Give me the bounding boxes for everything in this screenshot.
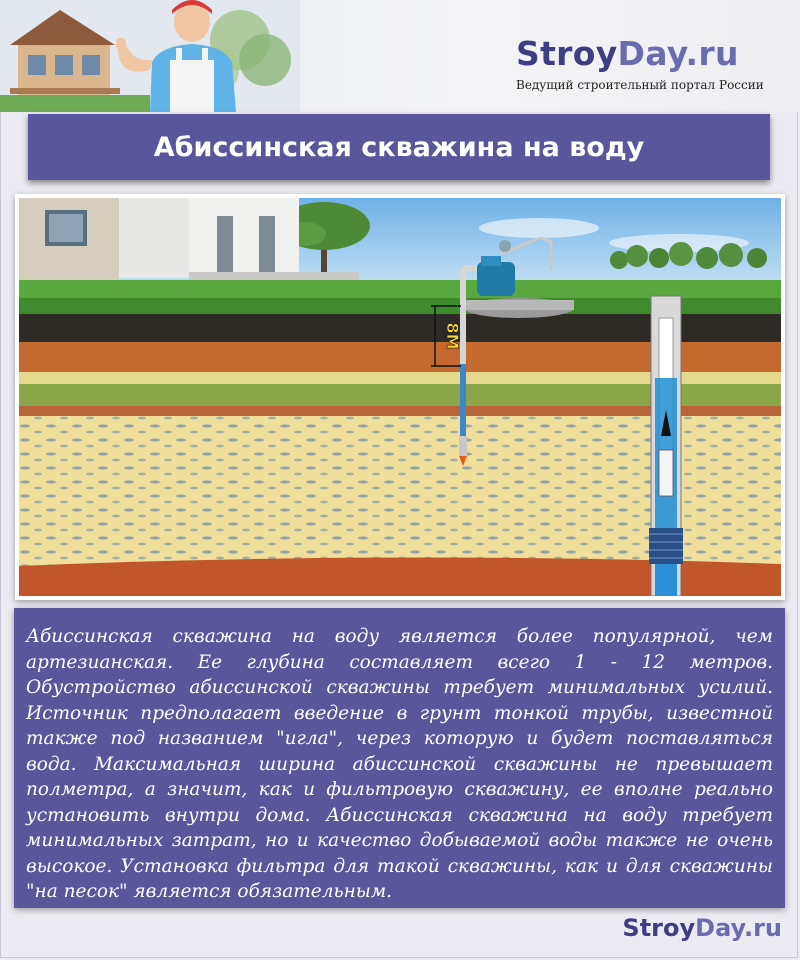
header [0,0,800,112]
pump-icon [477,262,515,296]
description-text: Абиссинская скважина на воду является более популярной, чем артезианская. Ее глубина составляет всего 1 - 12 метров. Обустройство абиссинской скважины требует минимальных усилий. Источник предполагает введение в грунт тонкой трубы, известной также под названием "игла", через которую и будет поставляться вода. Максимальная ширина абиссинской скважины не превышает полметра, а значит, как и фильтровую скважину, ее вполне реально установить внутри дома. Абиссинская скважина на воду требует минимальных затрат, но и качество добываемой воды также не очень высокое. Установка фильтра для такой скважины, как и для скважины "на песок" является обязательным. [26,626,773,902]
footer-name-part2: Day.ru [695,914,782,942]
brand-name-part2: Day.ru [617,34,739,73]
brand-tagline: Ведущий строительный портал России [516,78,764,92]
footer-name-part1: Stroy [622,914,696,942]
well-diagram-svg [19,198,781,596]
brand-logo[interactable] [516,36,764,92]
brand-name-part1: Stroy [516,34,618,73]
title-bar [28,114,770,180]
header-illustration [0,0,300,112]
depth-label: 8М [443,322,462,350]
page-title: Абиссинская скважина на воду [153,131,645,163]
well-diagram [15,194,785,600]
description-box [14,608,785,908]
footer-logo[interactable] [622,914,782,942]
deep-well-casing [649,296,683,596]
